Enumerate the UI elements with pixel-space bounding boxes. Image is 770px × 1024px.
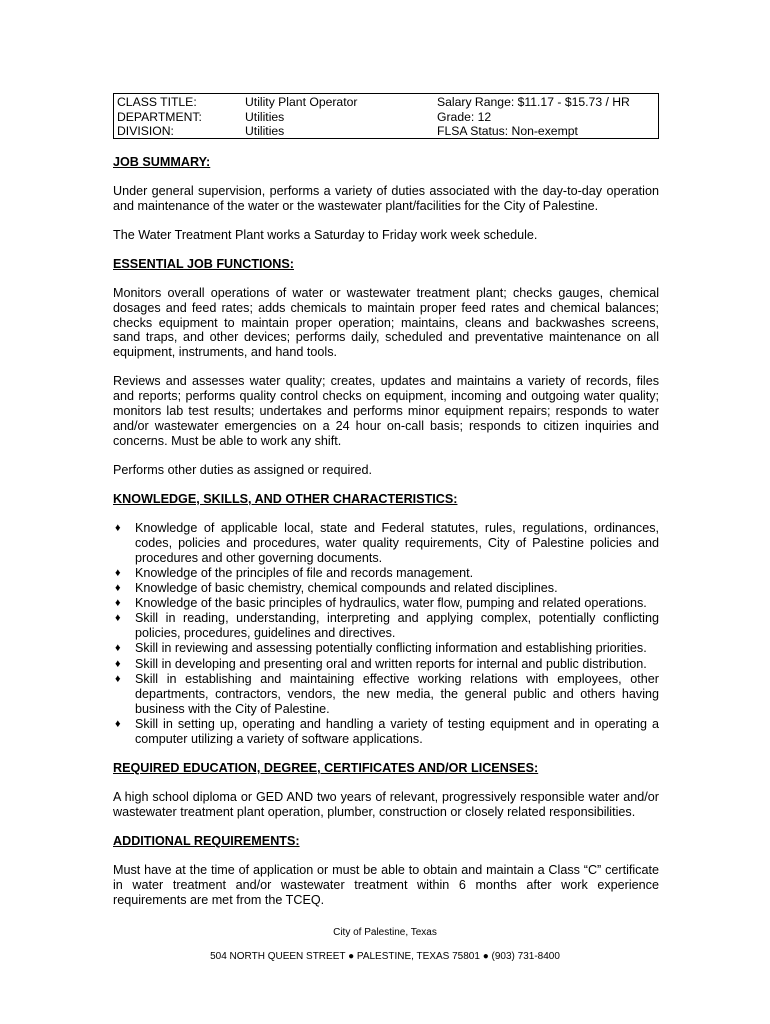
header-labels	[117, 95, 202, 139]
essential-functions-paragraph-1: Monitors overall operations of water or wastewater treatment plant; checks gauges, chemical dosages and feed rates; adds chemicals to maintain proper feed rates and chemical balances; checks equipment to maintain proper operation; maintains, cleans and backwashes screens, sand traps, and other devices; performs daily, scheduled and preventative maintenance on all equipment, instruments, and hand tools.	[113, 285, 659, 360]
work-schedule-text: The Water Treatment Plant works a Saturday to Friday work week schedule.	[113, 227, 538, 242]
list-item-text: Knowledge of applicable local, state and Federal statutes, rules, regulations, ordinances, codes, policies and procedures, water quality requirements, City of Palestine policies and procedures and other governing documents.	[135, 520, 659, 565]
list-item-text: Skill in setting up, operating and handling a variety of testing equipment and in operating a computer utilizing a variety of software applications.	[135, 716, 659, 746]
header-details	[437, 95, 630, 139]
list-item	[113, 717, 659, 747]
list-item	[113, 657, 659, 672]
footer-address: 504 NORTH QUEEN STREET ● PALESTINE, TEXAS 75801 ● (903) 731-8400	[210, 951, 560, 962]
diamond-bullet-icon: ♦	[115, 566, 121, 579]
list-item-text: Skill in establishing and maintaining effective working relations with employees, other departments, contractors, vendors, the new media, the general public and others having business with the City of Palestine.	[135, 671, 659, 716]
essential-functions-heading: ESSENTIAL JOB FUNCTIONS:	[113, 256, 294, 271]
flsa-status: FLSA Status: Non-exempt	[437, 124, 578, 139]
list-item-text: Skill in developing and presenting oral and written reports for internal and public distribution.	[135, 656, 647, 671]
list-item	[113, 641, 659, 656]
document-page	[113, 93, 659, 908]
education-text: A high school diploma or GED AND two years of relevant, progressively responsible water and/or wastewater treatment plant operation, plumber, construction or closely related responsibilities.	[113, 790, 659, 819]
diamond-bullet-icon: ♦	[115, 582, 121, 595]
list-item	[113, 581, 659, 596]
department-label: DEPARTMENT:	[117, 109, 202, 124]
job-summary-text: Under general supervision, performs a variety of duties associated with the day-to-day operation and maintenance of the water or the wastewater plant/facilities for the City of Palestine.	[113, 184, 659, 213]
additional-requirements-heading: ADDITIONAL REQUIREMENTS:	[113, 833, 300, 848]
list-item	[113, 596, 659, 611]
list-item	[113, 566, 659, 581]
list-item	[113, 672, 659, 717]
essential-functions-paragraph-2: Reviews and assesses water quality; creates, updates and maintains a variety of records, files and reports; performs quality control checks on equipment, incoming and outgoing water quality; monitors lab test results; undertakes and performs minor equipment repairs; responds to water and/or wastewater emergencies on a 24 hour on-call basis; responds to citizen inquiries and concerns. Must be able to work any shift.	[113, 374, 659, 448]
diamond-bullet-icon: ♦	[115, 597, 121, 610]
list-item-text: Knowledge of the principles of file and records management.	[135, 565, 474, 580]
salary-range: Salary Range: $11.17 - $15.73 / HR	[437, 95, 630, 109]
footer-city: City of Palestine, Texas	[333, 927, 437, 938]
division-value: Utilities	[245, 124, 285, 139]
class-info-box	[113, 93, 659, 139]
ksa-heading: KNOWLEDGE, SKILLS, AND OTHER CHARACTERISTICS:	[113, 491, 458, 506]
list-item	[113, 611, 659, 641]
diamond-bullet-icon: ♦	[115, 521, 121, 534]
list-item-text: Knowledge of the basic principles of hydraulics, water flow, pumping and related operations.	[135, 596, 647, 611]
diamond-bullet-icon: ♦	[115, 642, 121, 655]
list-item-text: Skill in reviewing and assessing potentially conflicting information and establishing priorities.	[135, 641, 647, 656]
other-duties-text: Performs other duties as assigned or required.	[113, 462, 373, 477]
department-value: Utilities	[245, 109, 285, 124]
list-item-text: Skill in reading, understanding, interpreting and applying complex, potentially conflicting policies, procedures, guidelines and directives.	[135, 611, 659, 641]
ksa-list	[113, 521, 659, 747]
header-values	[245, 95, 357, 139]
additional-requirements-text: Must have at the time of application or must be able to obtain and maintain a Class “C” certificate in water treatment and/or wastewater treatment within 6 months after work experience requirements are met from the TCEQ.	[113, 862, 659, 907]
grade: Grade: 12	[437, 109, 492, 124]
diamond-bullet-icon: ♦	[115, 612, 121, 625]
diamond-bullet-icon: ♦	[115, 672, 121, 685]
education-heading: REQUIRED EDUCATION, DEGREE, CERTIFICATES AND/OR LICENSES:	[113, 761, 539, 776]
class-title-label: CLASS TITLE:	[117, 95, 197, 109]
list-item-text: Knowledge of basic chemistry, chemical compounds and related disciplines.	[135, 581, 558, 596]
diamond-bullet-icon: ♦	[115, 657, 121, 670]
class-title-value: Utility Plant Operator	[245, 95, 358, 109]
diamond-bullet-icon: ♦	[115, 717, 121, 730]
list-item	[113, 521, 659, 566]
division-label: DIVISION:	[117, 124, 174, 139]
job-summary-heading: JOB SUMMARY:	[113, 155, 211, 169]
